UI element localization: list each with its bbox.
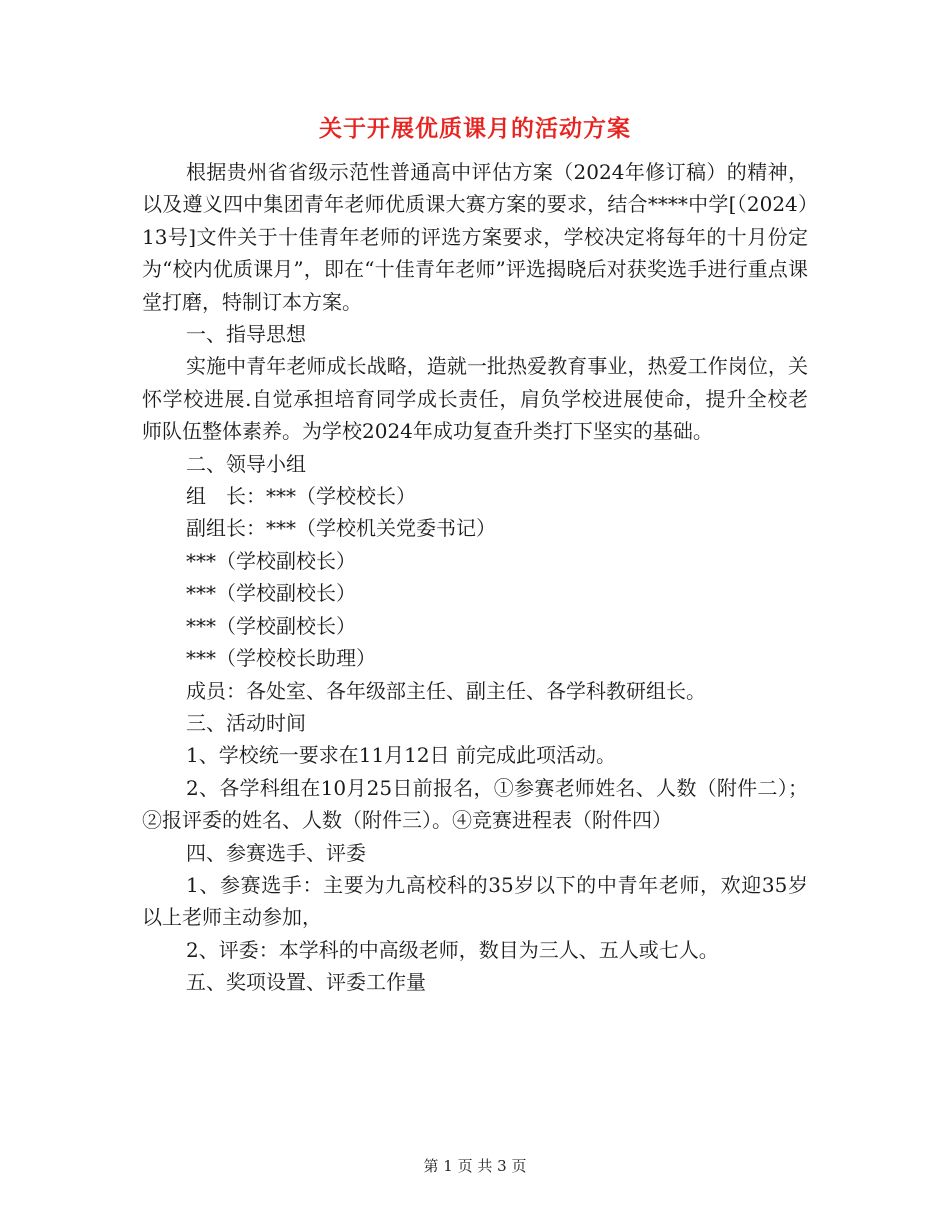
member-entry: ***（学校校长助理） (186, 646, 376, 671)
document-body (142, 156, 808, 999)
leader-entry: 组 长：***（学校校长） (186, 484, 416, 509)
member-entry: ***（学校副校长） (186, 613, 356, 638)
document-title: 关于开展优质课月的活动方案 (319, 115, 631, 142)
heading-leadership-group: 二、领导小组 (186, 451, 306, 476)
paragraph-intro: 根据贵州省省级示范性普通高中评估方案（2024年修订稿）的精神，以及遵义四中集团青年老师优质课大赛方案的要求，结合****中学[（2024）13号]文件关于十佳青年老师的评选方案要求，学校决定将每年的十月份定为“校内优质课月”，即在“十佳青年老师”评选揭晓后对获奖选手进行重点课堂打磨，特制订本方案。 (142, 160, 808, 314)
members-paragraph: 成员：各处室、各年级部主任、副主任、各学科教研组长。 (186, 678, 706, 703)
heading-activity-time: 三、活动时间 (186, 710, 306, 735)
heading-guiding-ideology: 一、指导思想 (186, 322, 306, 347)
page-footer: 第 1 页 共 3 页 (423, 1157, 527, 1175)
activity-time-item-2: 2、各学科组在10月25日前报名，①参赛老师姓名、人数（附件二）；②报评委的姓名、人数（附件三）。④竞赛进程表（附件四） (142, 775, 808, 833)
deputy-leader-entry: 副组长：***（学校机关党委书记） (186, 516, 496, 541)
contestants-item: 1、参赛选手：主要为九高校科的35岁以下的中青年老师，欢迎35岁以上老师主动参加， (142, 872, 808, 930)
paragraph-guiding-ideology: 实施中青年老师成长战略，造就一批热爱教育事业，热爱工作岗位，关怀学校进展.自觉承担培育同学成长责任，肩负学校进展使命，提升全校老师队伍整体素养。为学校2024年成功复查升类打下坚实的基础。 (142, 354, 808, 444)
judges-item: 2、评委：本学科的中高级老师，数目为三人、五人或七人。 (186, 937, 719, 962)
heading-awards-workload: 五、奖项设置、评委工作量 (186, 970, 426, 995)
activity-time-item-1: 1、学校统一要求在11月12日 前完成此项活动。 (186, 743, 616, 768)
heading-contestants-judges: 四、参赛选手、评委 (186, 840, 366, 865)
member-entry: ***（学校副校长） (186, 548, 356, 573)
member-entry: ***（学校副校长） (186, 581, 356, 606)
